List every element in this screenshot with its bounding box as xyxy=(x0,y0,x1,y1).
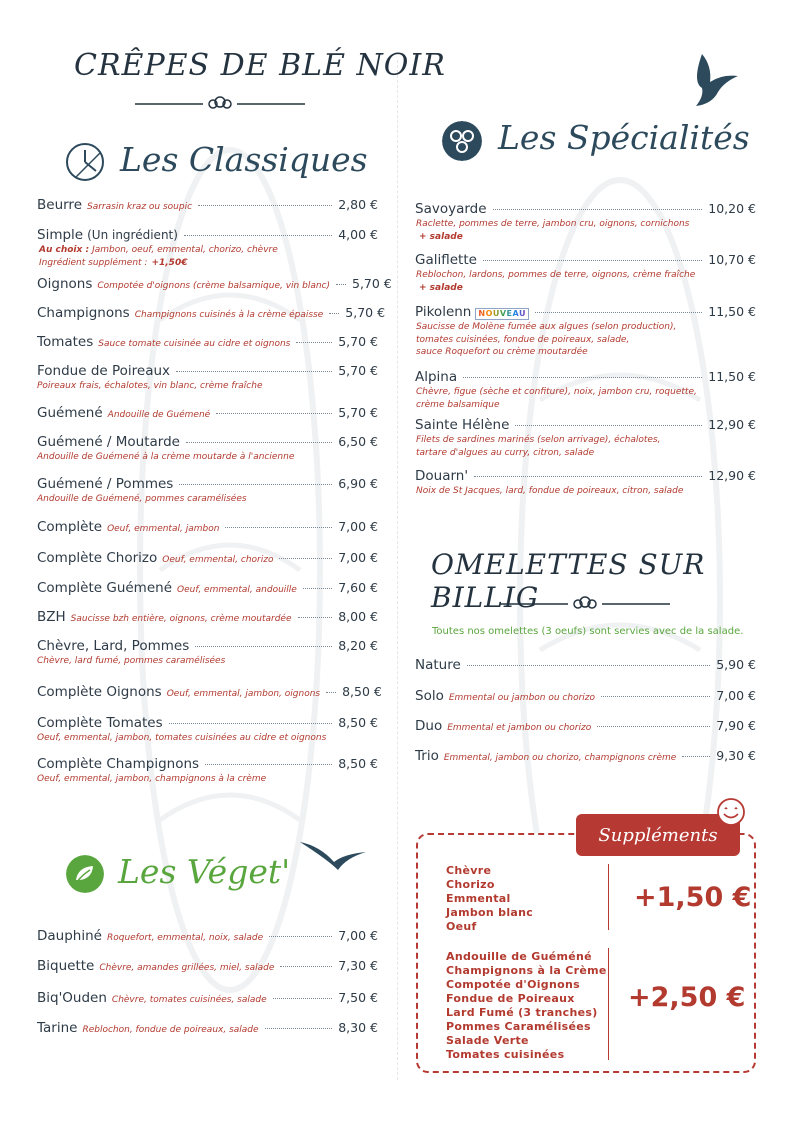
item-price: 4,00 € xyxy=(338,227,378,242)
item-name: Complète Tomates xyxy=(37,715,163,731)
item-description: Emmental et jambon ou chorizo xyxy=(447,723,592,733)
menu-item xyxy=(37,684,382,700)
description-line: crème balsamique xyxy=(416,399,500,410)
leader-dots xyxy=(483,260,702,261)
item-price: 2,80 € xyxy=(338,197,378,212)
leader-dots xyxy=(176,371,332,372)
leader-dots xyxy=(186,442,332,443)
title-ornament xyxy=(135,94,305,114)
item-price: 11,50 € xyxy=(708,304,756,319)
item-name: BZH xyxy=(37,609,66,625)
item-name: Trio xyxy=(415,748,439,764)
item-name: Complète xyxy=(37,519,103,535)
supplement-item: Salade Verte xyxy=(446,1034,529,1047)
item-price: 9,30 € xyxy=(716,748,756,763)
leader-dots xyxy=(298,617,333,618)
item-name: Duo xyxy=(415,718,443,734)
item-price: 8,30 € xyxy=(338,1020,378,1035)
new-badge: NOUVEAU xyxy=(475,308,529,320)
item-price: 5,70 € xyxy=(338,334,378,349)
supplement-item: Champignons à la Crème xyxy=(446,964,607,977)
item-description: Champignons cuisinés à la crème épaisse xyxy=(134,310,324,320)
item-price: 5,70 € xyxy=(338,363,378,378)
leader-dots xyxy=(515,425,702,426)
omelettes-title: OMELETTES SUR BILLIG xyxy=(431,548,706,614)
item-price: 6,90 € xyxy=(338,476,378,491)
item-price: 5,70 € xyxy=(345,305,386,320)
supplement-item: Oeuf xyxy=(446,920,477,933)
item-description: Andouille de Guémené xyxy=(107,410,211,420)
supplement-item: Jambon blanc xyxy=(446,906,534,919)
item-description xyxy=(416,269,695,294)
item-price: 5,90 € xyxy=(716,657,756,672)
item-description: Oeuf, emmental, andouille xyxy=(177,585,297,595)
item-price: 10,70 € xyxy=(708,252,756,267)
menu-item xyxy=(37,580,378,596)
menu-item xyxy=(37,550,378,566)
menu-item xyxy=(37,519,378,535)
menu-item xyxy=(37,609,378,625)
menu-item xyxy=(37,990,378,1006)
leader-dots xyxy=(463,377,702,378)
item-description: Roquefort, emmental, noix, salade xyxy=(106,933,264,943)
item-description: Oeuf, emmental, jambon xyxy=(107,524,220,534)
menu-item xyxy=(415,688,756,704)
seagull-icon xyxy=(688,52,740,108)
item-price: 8,50 € xyxy=(338,715,378,730)
item-price: 8,00 € xyxy=(338,609,378,624)
smiley-icon xyxy=(716,797,746,827)
item-description: Poireaux frais, échalotes, vin blanc, crème fraîche xyxy=(37,381,263,391)
description-line: + salade xyxy=(419,282,463,293)
leader-dots xyxy=(535,312,702,313)
item-description: Chèvre, lard fumé, pommes caramélisées xyxy=(37,656,226,666)
leader-dots xyxy=(225,527,332,528)
menu-item xyxy=(37,476,378,492)
item-price: 7,00 € xyxy=(338,550,378,565)
item-name: Dauphiné xyxy=(37,928,102,944)
item-name: Complète Oignons xyxy=(37,684,162,700)
extra-label: Ingrédient supplément : xyxy=(39,257,148,268)
supplement-item: Lard Fumé (3 tranches) xyxy=(446,1006,598,1019)
leader-dots xyxy=(184,235,332,236)
column-divider xyxy=(397,60,398,1080)
item-price: 7,60 € xyxy=(338,580,378,595)
item-description: Emmental, jambon ou chorizo, champignons crème xyxy=(443,753,677,763)
page-title: CRÊPES DE BLÉ NOIR xyxy=(74,48,446,83)
menu-item xyxy=(37,434,378,450)
item-name: Beurre xyxy=(37,197,82,213)
item-price: 8,20 € xyxy=(338,638,378,653)
supplements-group-1 xyxy=(446,864,533,934)
omelettes-ornament xyxy=(500,594,670,614)
item-price: 5,70 € xyxy=(338,405,378,420)
choice-label: Au choix : xyxy=(39,245,90,255)
item-name: Tomates xyxy=(37,334,94,350)
leader-dots xyxy=(179,484,332,485)
item-price: 7,90 € xyxy=(716,718,756,733)
item-price: 6,50 € xyxy=(338,434,378,449)
menu-item xyxy=(415,201,756,217)
item-name: Guémené xyxy=(37,405,103,421)
leader-dots xyxy=(493,209,703,210)
item-name: Chèvre, Lard, Pommes xyxy=(37,638,190,654)
section-title-veget: Les Véget' xyxy=(118,852,291,891)
menu-item xyxy=(37,638,378,654)
item-name: Douarn' xyxy=(415,468,469,484)
supplements-price-1: +1,50 € xyxy=(634,882,752,913)
menu-item xyxy=(415,369,756,385)
leader-dots xyxy=(682,756,710,757)
item-price: 7,00 € xyxy=(716,688,756,703)
item-name: Guémené / Moutarde xyxy=(37,434,180,450)
menu-item xyxy=(415,748,756,764)
menu-item xyxy=(415,718,756,734)
description-line: tomates cuisinées, fondue de poireaux, salade, xyxy=(416,334,630,345)
supplements-separator-1 xyxy=(608,864,609,930)
item-name: Sainte Hélène xyxy=(415,417,510,433)
menu-item xyxy=(37,197,378,213)
item-name: Champignons xyxy=(37,305,130,321)
supplement-item: Pommes Caramélisées xyxy=(446,1020,591,1033)
leader-dots xyxy=(303,588,332,589)
menu-item xyxy=(37,756,378,772)
leader-dots xyxy=(265,1028,333,1029)
item-name: Pikolenn xyxy=(415,304,472,320)
leader-dots xyxy=(601,696,710,697)
leader-dots xyxy=(169,723,333,724)
item-name: Biq'Ouden xyxy=(37,990,107,1006)
supplement-item: Chorizo xyxy=(446,878,495,891)
item-price: 8,50 € xyxy=(338,756,378,771)
item-price: 7,00 € xyxy=(338,928,378,943)
leader-dots xyxy=(195,646,332,647)
item-description: Sauce tomate cuisinée au cidre et oignons xyxy=(98,339,291,349)
item-name: Simple xyxy=(37,227,84,243)
menu-item xyxy=(37,405,378,421)
leader-dots xyxy=(467,665,710,666)
supplements-title: Suppléments xyxy=(576,814,740,856)
item-name: Alpina xyxy=(415,369,458,385)
leader-dots xyxy=(336,284,346,285)
extra-price: +1,50€ xyxy=(151,257,188,268)
item-name: Galiflette xyxy=(415,252,477,268)
supplement-item: Andouille de Guéméné xyxy=(446,950,592,963)
description-line: Chèvre, figue (sèche et confiture), noix, jambon cru, roquette, xyxy=(416,387,697,397)
leader-dots xyxy=(273,998,333,999)
supplements-price-2: +2,50 € xyxy=(628,982,746,1013)
menu-item xyxy=(37,1020,378,1036)
item-name: Guémené / Pommes xyxy=(37,476,174,492)
choice-text: Jambon, oeuf, emmental, chorizo, chèvre xyxy=(92,245,278,255)
item-description: Chèvre, amandes grillées, miel, salade xyxy=(99,963,275,973)
item-name: Nature xyxy=(415,657,461,673)
item-description: Sarrasin kraz ou soupic xyxy=(87,202,193,212)
menu-item xyxy=(37,227,378,243)
description-line: Filets de sardines marinés (selon arrivage), échalotes, xyxy=(416,435,661,445)
leader-dots xyxy=(205,764,332,765)
item-name: Biquette xyxy=(37,958,95,974)
menu-item xyxy=(37,363,378,379)
item-price: 8,50 € xyxy=(342,684,382,699)
description-line: Raclette, pommes de terre, jambon cru, oignons, cornichons xyxy=(416,219,690,229)
menu-item xyxy=(415,252,756,268)
menu-item xyxy=(37,305,386,321)
supplements-separator-2 xyxy=(608,948,609,1060)
triskele-icon xyxy=(442,121,482,161)
menu-item xyxy=(37,276,392,292)
item-description: Saucisse bzh entière, oignons, crème moutardée xyxy=(70,614,292,624)
leader-dots xyxy=(198,205,332,206)
description-line: tartare d'algues au curry, citron, salade xyxy=(416,447,595,458)
supplement-item: Fondue de Poireaux xyxy=(446,992,575,1005)
supplement-item: Chèvre xyxy=(446,864,492,877)
description-line: Reblochon, lardons, pommes de terre, oignons, crème fraîche xyxy=(416,270,696,280)
item-description: Oeuf, emmental, jambon, champignons à la crème xyxy=(37,774,267,784)
item-choices xyxy=(39,244,278,269)
item-description: Chèvre, tomates cuisinées, salade xyxy=(111,995,267,1005)
item-name: Complète Champignons xyxy=(37,756,200,772)
supplement-item: Tomates cuisinées xyxy=(446,1048,565,1061)
item-description: Oeuf, emmental, jambon, oignons xyxy=(166,689,321,699)
item-description xyxy=(416,321,676,359)
item-description: Reblochon, fondue de poireaux, salade xyxy=(82,1025,259,1035)
leader-dots xyxy=(279,558,332,559)
item-price: 7,30 € xyxy=(338,958,378,973)
leader-dots xyxy=(216,413,332,414)
description-line: + salade xyxy=(419,231,463,242)
item-name: Complète Chorizo xyxy=(37,550,158,566)
section-title-classiques: Les Classiques xyxy=(120,140,368,179)
item-description: Oeuf, emmental, chorizo xyxy=(162,555,274,565)
item-description xyxy=(416,485,683,498)
leader-dots xyxy=(280,966,332,967)
item-name: Savoyarde xyxy=(415,201,487,217)
description-line: sauce Roquefort ou crème moutardée xyxy=(416,347,588,357)
item-name: Complète Guémené xyxy=(37,580,172,596)
clock-icon xyxy=(64,141,106,183)
item-description: Emmental ou jambon ou chorizo xyxy=(448,693,596,703)
leader-dots xyxy=(269,936,332,937)
seagull-icon xyxy=(298,838,368,878)
item-description xyxy=(416,218,689,243)
item-price: 5,70 € xyxy=(352,276,392,291)
item-price: 12,90 € xyxy=(708,468,756,483)
item-price: 11,50 € xyxy=(708,369,756,384)
supplement-item: Compotée d'Oignons xyxy=(446,978,580,991)
item-description: Andouille de Guémené, pommes caramélisées xyxy=(37,494,247,504)
menu-item xyxy=(415,657,756,673)
item-price: 7,50 € xyxy=(338,990,378,1005)
section-title-specialites: Les Spécialités xyxy=(498,118,750,157)
description-line: Noix de St Jacques, lard, fondue de poireaux, citron, salade xyxy=(416,486,684,496)
leader-dots xyxy=(329,313,339,314)
item-price: 10,20 € xyxy=(708,201,756,216)
omelettes-note: Toutes nos omelettes (3 oeufs) sont servies avec de la salade. xyxy=(432,626,744,637)
menu-item xyxy=(415,468,756,484)
leader-dots xyxy=(474,476,702,477)
item-price: 12,90 € xyxy=(708,417,756,432)
item-description: Compotée d'oignons (crème balsamique, vin blanc) xyxy=(97,281,330,291)
leader-dots xyxy=(296,342,332,343)
item-name: Tarine xyxy=(37,1020,78,1036)
leader-dots xyxy=(597,726,710,727)
menu-item xyxy=(415,304,756,320)
menu-item xyxy=(37,715,378,731)
menu-item xyxy=(37,958,378,974)
item-description xyxy=(416,386,697,411)
supplement-item: Emmental xyxy=(446,892,511,905)
menu-item xyxy=(37,334,378,350)
description-line: Saucisse de Molène fumée aux algues (selon production), xyxy=(416,322,677,332)
item-description: Oeuf, emmental, jambon, tomates cuisinées au cidre et oignons xyxy=(37,733,327,743)
supplements-group-2 xyxy=(446,950,607,1062)
item-name: Fondue de Poireaux xyxy=(37,363,171,379)
item-description xyxy=(416,434,660,459)
leaf-icon xyxy=(66,855,104,893)
item-name: Solo xyxy=(415,688,444,704)
menu-item xyxy=(415,417,756,433)
item-name-suffix: (Un ingrédient) xyxy=(87,228,178,242)
item-price: 7,00 € xyxy=(338,519,378,534)
item-name: Oignons xyxy=(37,276,93,292)
item-description: Andouille de Guémené à la crème moutarde à l'ancienne xyxy=(37,452,295,462)
leader-dots xyxy=(326,692,336,693)
menu-item xyxy=(37,928,378,944)
